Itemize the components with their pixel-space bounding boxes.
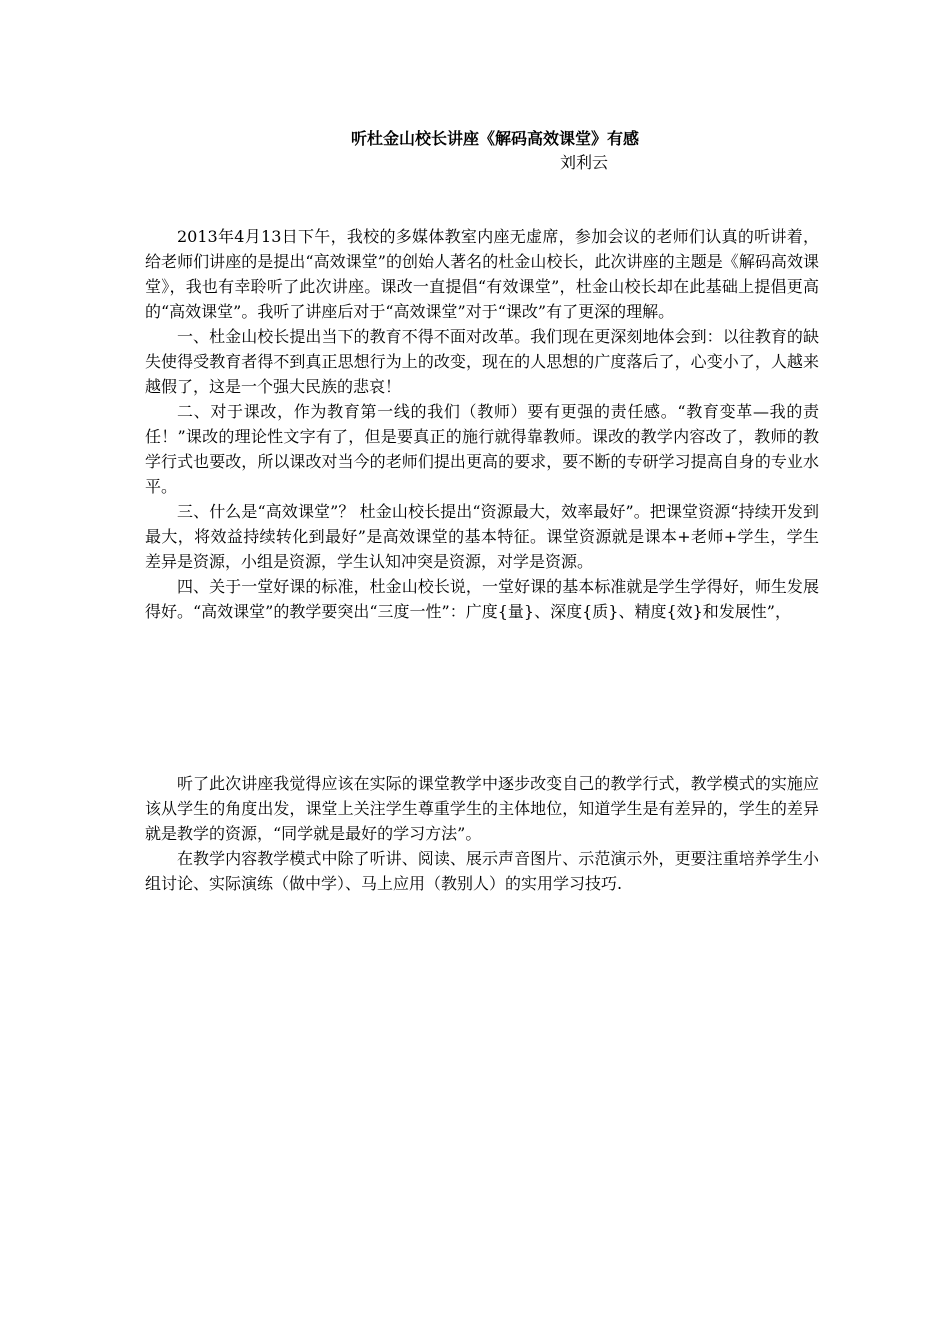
- document-title: 听杜金山校长讲座《解码高效课堂》有感: [350, 129, 639, 148]
- paragraph-reflection: 听了此次讲座我觉得应该在实际的课堂教学中逐步改变自己的教学行式，教学模式的实施应该从学生的角度出发，课堂上关注学生尊重学生的主体地位，知道学生是有差异的，学生的差异就是教学的资源，“同学就是最好的学习方法”。: [145, 774, 819, 843]
- paragraph-point-3: 三、什么是“高效课堂”？ 杜金山校长提出“资源最大，效率最好”。把课堂资源“持续开发到最大，将效益持续转化到最好”是高效课堂的基本特征。课堂资源就是课本+老师+学生，学生差异是资源，小组是资源，学生认知冲突是资源，对学是资源。: [145, 502, 819, 571]
- paragraph-intro: 2013年4月13日下午，我校的多媒体教室内座无虚席，参加会议的老师们认真的听讲着，给老师们讲座的是提出“高效课堂”的创始人著名的杜金山校长，此次讲座的主题是《解码高效课堂》，我也有幸聆听了此次讲座。课改一直提倡“有效课堂”，杜金山校长却在此基础上提倡更高的“高效课堂”。我听了讲座后对于“高效课堂”对于“课改”有了更深的理解。: [145, 227, 819, 321]
- body-section-main: [145, 224, 819, 624]
- paragraph-point-2: 二、对于课改，作为教育第一线的我们（教师）要有更强的责任感。“教育变革—我的责任！”课改的理论性文字有了，但是要真正的施行就得靠教师。课改的教学内容改了，教师的教学行式也要改，所以课改对当今的老师们提出更高的要求，要不断的专研学习提高自身的专业水平。: [145, 402, 819, 496]
- document-author: 刘利云: [560, 153, 609, 172]
- paragraph-closing: 在教学内容教学模式中除了听讲、阅读、展示声音图片、示范演示外，更要注重培养学生小组讨论、实际演练（做中学）、马上应用（教别人）的实用学习技巧.: [145, 849, 819, 893]
- paragraph-point-1: 一、杜金山校长提出当下的教育不得不面对改革。我们现在更深刻地体会到：以往教育的缺失使得受教育者得不到真正思想行为上的改变，现在的人思想的广度落后了，心变小了，人越来越假了，这是一个强大民族的悲哀！: [145, 327, 819, 396]
- paragraph-point-4: 四、关于一堂好课的标准，杜金山校长说，一堂好课的基本标准就是学生学得好，师生发展得好。“高效课堂”的教学要突出“三度一性”：广度{量}、深度{质}、精度{效}和发展性”，: [145, 577, 819, 621]
- body-section-conclusion: [145, 771, 819, 896]
